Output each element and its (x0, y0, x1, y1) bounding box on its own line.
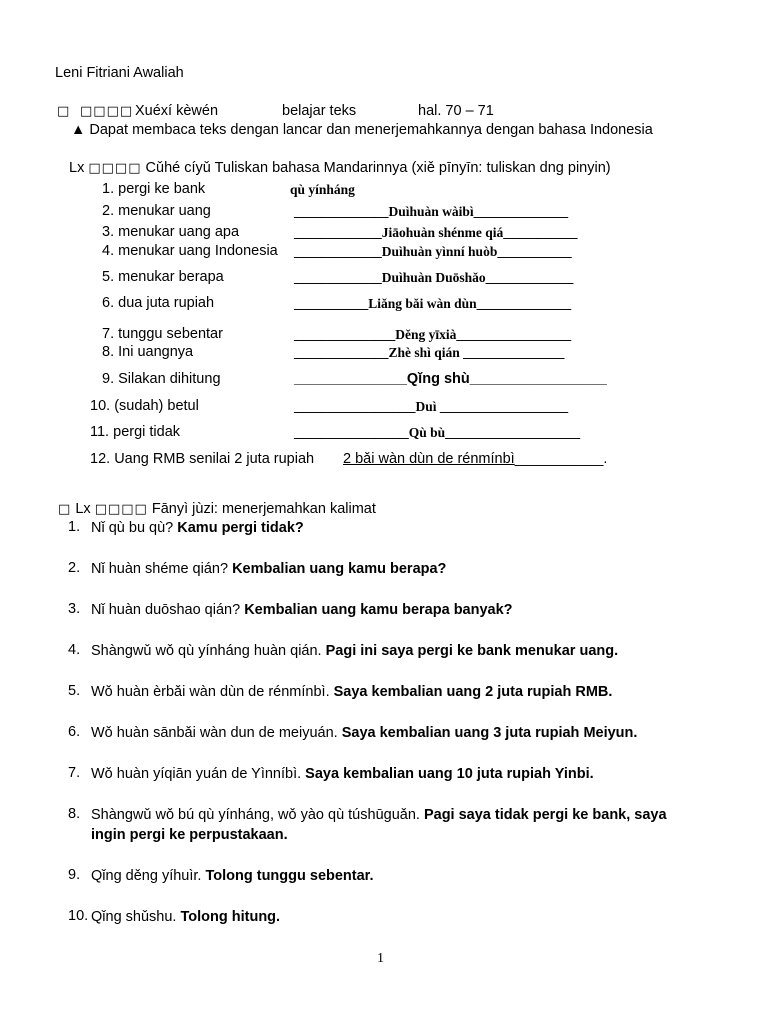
vocab-item (90, 423, 180, 441)
pinyin-sentence: Qǐng děng yíhuìr. (91, 868, 202, 884)
translation: Kembalian uang kamu berapa banyak? (244, 602, 513, 618)
header-indo-title: belajar teks (282, 103, 357, 119)
item-text (91, 600, 513, 620)
vocab-answer (343, 450, 607, 468)
item-num: 1. (68, 519, 81, 535)
item-num: 5. (102, 269, 115, 285)
translation: Kembalian uang kamu berapa? (232, 561, 447, 577)
pinyin-sentence: Wǒ huàn èrbǎi wàn dùn de rénmínbì. (91, 684, 330, 700)
section1-title-text: Cǔhé cíyǔ Tuliskan bahasa Mandarinnya (xiě pīnyīn: tuliskan dng pinyin) (145, 160, 611, 176)
vocab-item (102, 294, 214, 312)
vocab-item (102, 202, 211, 220)
item-num: 12. (90, 451, 111, 467)
item-num: 10. (68, 908, 89, 924)
item-num: 11. (90, 424, 110, 440)
item-prompt: Silakan dihitung (118, 371, 221, 387)
item-num: 9. (102, 371, 115, 387)
box-glyph: □ (57, 104, 71, 119)
translation: Pagi ini saya pergi ke bank menukar uang. (325, 643, 619, 659)
item-num: 10. (90, 398, 111, 414)
item-num: 2. (68, 560, 81, 576)
section2-title (58, 500, 376, 519)
translation: Kamu pergi tidak? (177, 520, 304, 536)
pinyin-sentence: Wǒ huàn sānbǎi wàn dun de meiyuán. (91, 725, 338, 741)
vocab-answer: ___________Liǎng bǎi wàn dùn______________ (294, 296, 572, 311)
pinyin-sentence: Nǐ huàn shéme qián? (91, 561, 229, 577)
pinyin-sentence: Nǐ qù bu qù? (91, 520, 174, 536)
item-text (91, 907, 280, 927)
item-num: 9. (68, 867, 81, 883)
item-num: 1. (102, 181, 115, 197)
vocab-item (90, 397, 199, 415)
vocab-item (102, 325, 223, 343)
vocab-item (102, 343, 193, 361)
item-prompt: Uang RMB senilai 2 juta rupiah (114, 451, 315, 467)
pinyin-sentence: Qǐng shǔshu. (91, 909, 177, 925)
vocab-item (90, 450, 314, 468)
translation: Tolong hitung. (180, 909, 281, 925)
item-num: 4. (68, 642, 81, 658)
translation: Saya kembalian uang 2 juta rupiah RMB. (333, 684, 613, 700)
item-prompt: menukar uang apa (118, 224, 240, 240)
item-prompt: menukar uang (118, 203, 211, 219)
page-number: 1 (377, 951, 384, 966)
vocab-answer: ______________Duìhuàn wàibì______________ (294, 204, 569, 219)
pinyin-sentence: Shàngwǔ wǒ qù yínháng huàn qián. (91, 643, 322, 659)
vocab-answer: __________________Duì ___________________ (294, 399, 569, 414)
vocab-item (102, 223, 239, 241)
pinyin-sentence: Wǒ huàn yíqiān yuán de Yìnníbì. (91, 766, 302, 782)
vocab-item (102, 268, 224, 286)
section1-title (69, 159, 611, 178)
answer-underlined: 2 bǎi wàn dùn de rénmínbì (343, 451, 515, 467)
cjk-glyphs: □□□□ (88, 161, 142, 176)
header-cjk (80, 102, 133, 121)
item-text (91, 764, 594, 784)
cjk-glyphs: □□□□ (80, 104, 134, 119)
vocab-item (102, 180, 205, 198)
vocab-item (102, 370, 221, 388)
header-pages: hal. 70 – 71 (418, 103, 494, 119)
lx-label: Lx (75, 501, 91, 517)
translation-continued: ingin pergi ke perpustakaan. (91, 827, 288, 843)
item-num: 3. (68, 601, 81, 617)
item-prompt: tunggu sebentar (118, 326, 223, 342)
vocab-answer: _______________Děng yīxià_________________ (294, 327, 572, 342)
item-text (91, 805, 667, 825)
item-num: 7. (102, 326, 115, 342)
item-num: 7. (68, 765, 81, 781)
item-prompt: (sudah) betul (114, 398, 199, 414)
item-text (91, 866, 374, 886)
section2-title-text: Fānyì jùzi: menerjemahkan kalimat (151, 501, 376, 517)
vocab-answer: _____________Duìhuàn yìnní huòb___________ (294, 244, 572, 259)
translation: Pagi saya tidak pergi ke bank, saya (423, 807, 667, 823)
translation: Saya kembalian uang 3 juta rupiah Meiyun. (341, 725, 638, 741)
pinyin-sentence: Shàngwǔ wǒ bú qù yínháng, wǒ yào qù túshūguǎn. (91, 807, 420, 823)
item-text (91, 723, 637, 743)
vocab-answer: _________________Qù bù____________________ (294, 425, 581, 440)
item-prompt: menukar berapa (118, 269, 224, 285)
item-text-line2 (91, 825, 288, 845)
item-prompt: Ini uangnya (118, 344, 194, 360)
item-text (91, 518, 304, 538)
vocab-answer: qù yínháng (290, 182, 355, 197)
item-num: 8. (102, 344, 115, 360)
vocab-item (102, 242, 278, 260)
item-num: 5. (68, 683, 81, 699)
item-num: 8. (68, 806, 81, 822)
pinyin-sentence: Nǐ huàn duōshao qián? (91, 602, 241, 618)
vocab-answer: _____________Jiāohuàn shénme qiá___________ (294, 225, 578, 240)
item-num: 6. (102, 295, 115, 311)
translation: Tolong tunggu sebentar. (205, 868, 374, 884)
vocab-answer: _____________Duìhuàn Duōshǎo_____________ (294, 270, 574, 285)
answer-tail: ___________. (514, 451, 608, 467)
item-text (91, 559, 446, 579)
item-num: 3. (102, 224, 115, 240)
author-name: Leni Fitriani Awaliah (55, 65, 184, 81)
item-prompt: dua juta rupiah (118, 295, 215, 311)
item-prompt: pergi ke bank (118, 181, 206, 197)
objective-line: ▲ Dapat membaca teks dengan lancar dan menerjemahkannya dengan bahasa Indonesia (71, 122, 653, 138)
box-glyph: □ (58, 502, 72, 517)
item-text (91, 682, 612, 702)
item-num: 2. (102, 203, 115, 219)
vocab-answer: ______________Zhè shì qián _______________ (294, 345, 565, 360)
translation: Saya kembalian uang 10 juta rupiah Yinbi. (305, 766, 594, 782)
item-prompt: pergi tidak (113, 424, 181, 440)
item-prompt: menukar uang Indonesia (118, 243, 278, 259)
item-num: 6. (68, 724, 81, 740)
item-num: 4. (102, 243, 115, 259)
lx-label: Lx (69, 160, 85, 176)
header-row (57, 102, 70, 121)
cjk-glyphs: □□□□ (94, 502, 148, 517)
vocab-answer: ______________Qǐng shù_________________ (294, 371, 607, 387)
header-pinyin-title: Xuéxí kèwén (135, 103, 219, 119)
item-text (91, 641, 618, 661)
